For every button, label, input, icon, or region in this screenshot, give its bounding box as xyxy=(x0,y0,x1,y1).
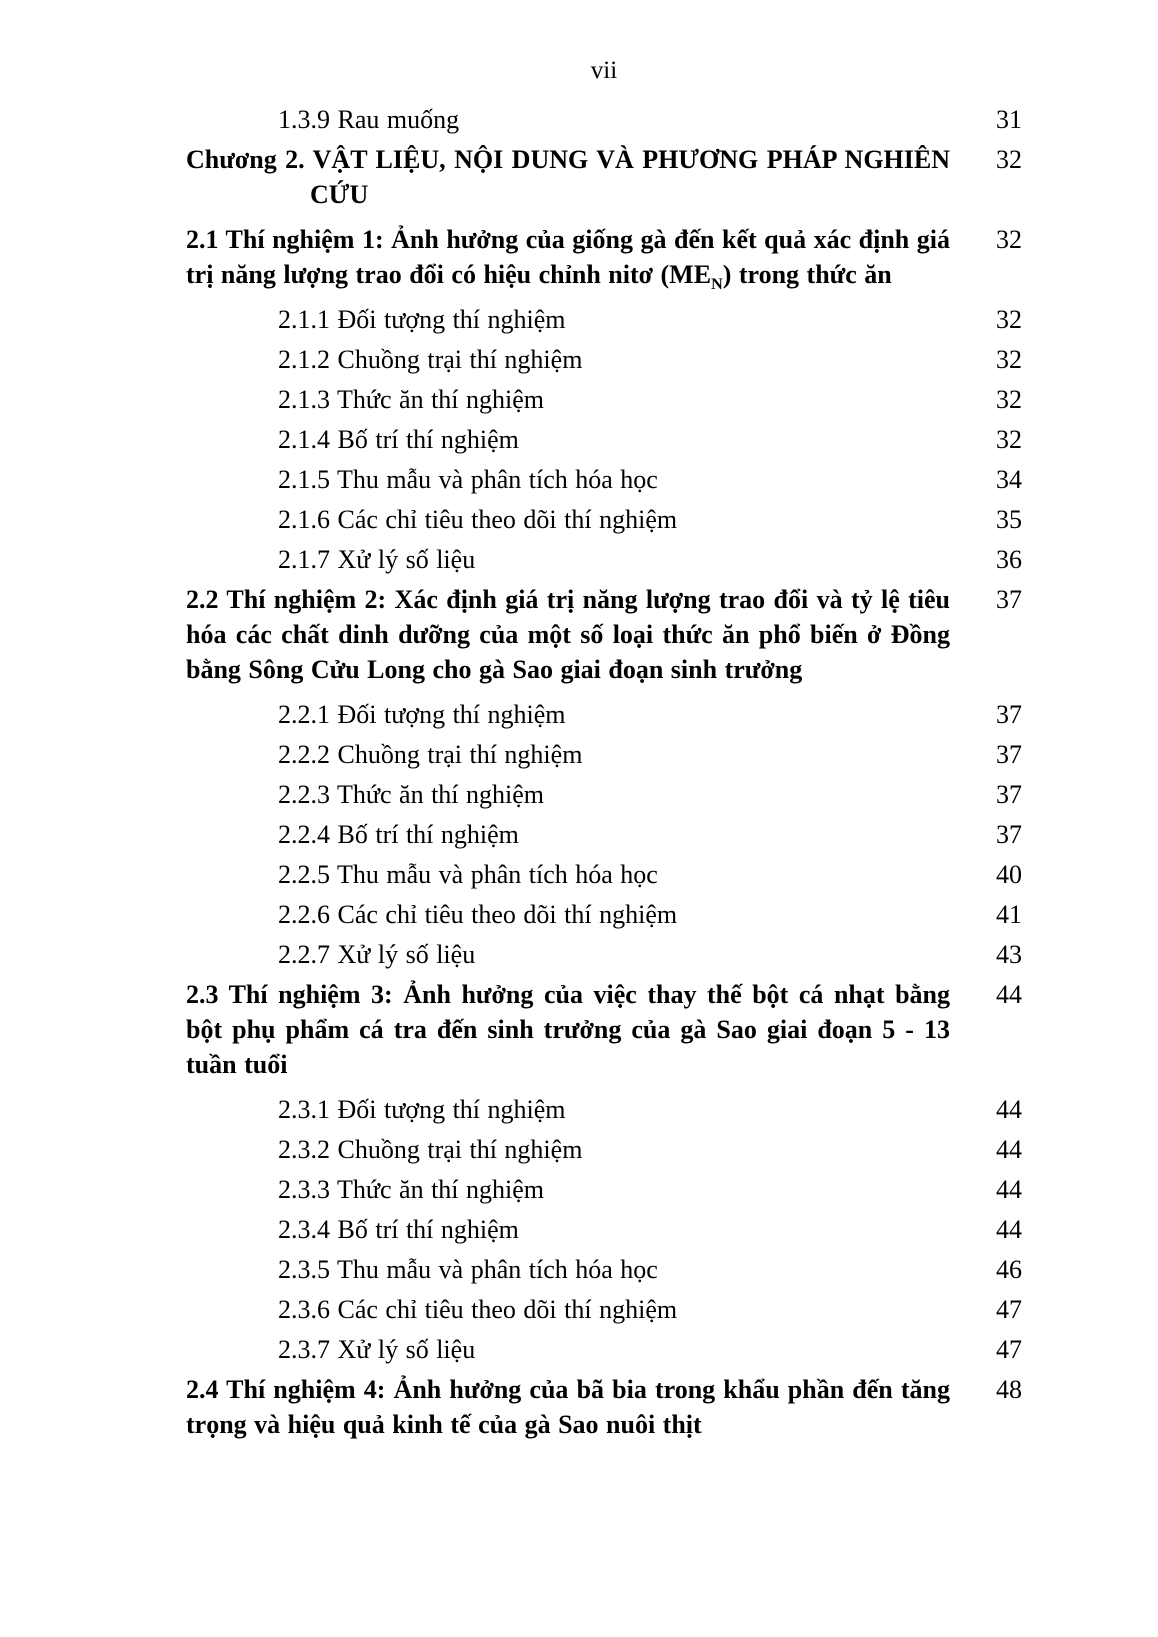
toc-entry xyxy=(186,342,1022,377)
toc-entry-text: 2.3.3 Thức ăn thí nghiệm xyxy=(278,1175,545,1204)
toc-entry-text: 2.1.7 Xử lý số liệu xyxy=(278,545,476,574)
toc-entry xyxy=(186,1292,1022,1327)
toc-entry xyxy=(186,142,1022,212)
toc-entry xyxy=(186,502,1022,537)
toc-entry xyxy=(186,1332,1022,1367)
toc-entry xyxy=(186,542,1022,577)
toc-entry-page-number: 32 xyxy=(996,305,1022,334)
toc-entry-text: 2.1 Thí nghiệm 1: Ảnh hưởng của giống gà đến kết quả xác định giá trị năng lượng trao đổi có hiệu chỉnh nitơ $(ME_N)$ trong thức ăn xyxy=(186,225,950,294)
toc-entry-text: 2.2.7 Xử lý số liệu xyxy=(278,940,476,969)
toc-entry-page-number: 32 xyxy=(996,225,1022,254)
toc-entry-page-number: 32 xyxy=(996,425,1022,454)
toc-entry xyxy=(186,222,1022,292)
toc-entry-page-number: 34 xyxy=(996,465,1022,494)
toc-entry-text: 2.1.1 Đối tượng thí nghiệm xyxy=(278,305,566,334)
toc-entry-text: 2.3.6 Các chỉ tiêu theo dõi thí nghiệm xyxy=(278,1295,678,1324)
toc-entry-page-number: 37 xyxy=(996,740,1022,769)
toc-entry-page-number: 37 xyxy=(996,700,1022,729)
toc-entry-page-number: 37 xyxy=(996,780,1022,809)
toc-entry xyxy=(186,1092,1022,1127)
toc-entry-text: 1.3.9 Rau muống xyxy=(278,105,460,134)
toc-entry-text: 2.3.7 Xử lý số liệu xyxy=(278,1335,476,1364)
toc-entry-page-number: 48 xyxy=(996,1375,1022,1404)
toc-entry-text: 2.2.4 Bố trí thí nghiệm xyxy=(278,820,519,849)
toc-entry-page-number: 31 xyxy=(996,105,1022,134)
toc-entry-text: 2.2.2 Chuồng trại thí nghiệm xyxy=(278,740,583,769)
toc-entry-text: Chương 2. VẬT LIỆU, NỘI DUNG VÀ PHƯƠNG PHÁP NGHIÊN CỨU xyxy=(186,145,950,209)
toc-entry xyxy=(186,777,1022,812)
toc-entry-page-number: 44 xyxy=(996,1215,1022,1244)
toc-entry-text: 2.2.3 Thức ăn thí nghiệm xyxy=(278,780,545,809)
toc-entry-text: 2.2.6 Các chỉ tiêu theo dõi thí nghiệm xyxy=(278,900,678,929)
toc-entry-text: 2.1.2 Chuồng trại thí nghiệm xyxy=(278,345,583,374)
toc-entry-page-number: 44 xyxy=(996,980,1022,1009)
toc-entry-text: 2.3.1 Đối tượng thí nghiệm xyxy=(278,1095,566,1124)
toc-entry-page-number: 32 xyxy=(996,385,1022,414)
toc-entry-text: 2.3 Thí nghiệm 3: Ảnh hưởng của việc thay thế bột cá nhạt bằng bột phụ phẩm cá tra đến sinh trưởng của gà Sao giai đoạn 5 - 13 tuần tuổi xyxy=(186,980,950,1079)
toc-entry-page-number: 41 xyxy=(996,900,1022,929)
toc-entry-text: 2.2.1 Đối tượng thí nghiệm xyxy=(278,700,566,729)
toc-entry-page-number: 44 xyxy=(996,1175,1022,1204)
toc-entry xyxy=(186,857,1022,892)
toc-entry-page-number: 32 xyxy=(996,345,1022,374)
toc-entry xyxy=(186,1372,1022,1442)
toc-entry-text: 2.1.3 Thức ăn thí nghiệm xyxy=(278,385,545,414)
page-number-header: vii xyxy=(590,57,618,84)
toc-entry xyxy=(186,302,1022,337)
toc-entry-page-number: 47 xyxy=(996,1335,1022,1364)
toc-entry xyxy=(186,1172,1022,1207)
toc-entry-text: 2.2.5 Thu mẫu và phân tích hóa học xyxy=(278,860,658,889)
toc-entry xyxy=(186,697,1022,732)
toc-entry-page-number: 44 xyxy=(996,1095,1022,1124)
toc-entry-page-number: 46 xyxy=(996,1255,1022,1284)
toc-entry xyxy=(186,737,1022,772)
table-of-contents xyxy=(186,102,1022,1442)
toc-entry-page-number: 37 xyxy=(996,585,1022,614)
toc-entry xyxy=(186,817,1022,852)
toc-entry-text: 2.4 Thí nghiệm 4: Ảnh hưởng của bã bia trong khẩu phần đến tăng trọng và hiệu quả kinh tế của gà Sao nuôi thịt xyxy=(186,1375,950,1439)
toc-entry xyxy=(186,1212,1022,1247)
toc-entry xyxy=(186,422,1022,457)
toc-entry-page-number: 36 xyxy=(996,545,1022,574)
toc-entry-text: 2.3.5 Thu mẫu và phân tích hóa học xyxy=(278,1255,658,1284)
toc-entry-page-number: 35 xyxy=(996,505,1022,534)
toc-entry xyxy=(186,937,1022,972)
toc-entry xyxy=(186,897,1022,932)
toc-entry xyxy=(186,582,1022,687)
toc-entry-page-number: 43 xyxy=(996,940,1022,969)
toc-entry xyxy=(186,977,1022,1082)
toc-entry-page-number: 37 xyxy=(996,820,1022,849)
toc-entry-text: 2.1.6 Các chỉ tiêu theo dõi thí nghiệm xyxy=(278,505,678,534)
toc-entry xyxy=(186,1252,1022,1287)
toc-entry-page-number: 44 xyxy=(996,1135,1022,1164)
toc-entry-text: 2.3.2 Chuồng trại thí nghiệm xyxy=(278,1135,583,1164)
toc-entry xyxy=(186,102,1022,137)
toc-entry xyxy=(186,382,1022,417)
toc-entry-page-number: 47 xyxy=(996,1295,1022,1324)
toc-entry-text: 2.3.4 Bố trí thí nghiệm xyxy=(278,1215,519,1244)
toc-entry-text: 2.1.5 Thu mẫu và phân tích hóa học xyxy=(278,465,658,494)
toc-entry-text: 2.1.4 Bố trí thí nghiệm xyxy=(278,425,519,454)
toc-entry xyxy=(186,1132,1022,1167)
toc-entry-page-number: 40 xyxy=(996,860,1022,889)
toc-entry xyxy=(186,462,1022,497)
toc-entry-page-number: 32 xyxy=(996,145,1022,174)
toc-entry-text: 2.2 Thí nghiệm 2: Xác định giá trị năng lượng trao đổi và tỷ lệ tiêu hóa các chất dinh dưỡng của một số loại thức ăn phổ biến ở Đồng bằng Sông Cửu Long cho gà Sao giai đoạn sinh trưởng xyxy=(186,585,950,684)
